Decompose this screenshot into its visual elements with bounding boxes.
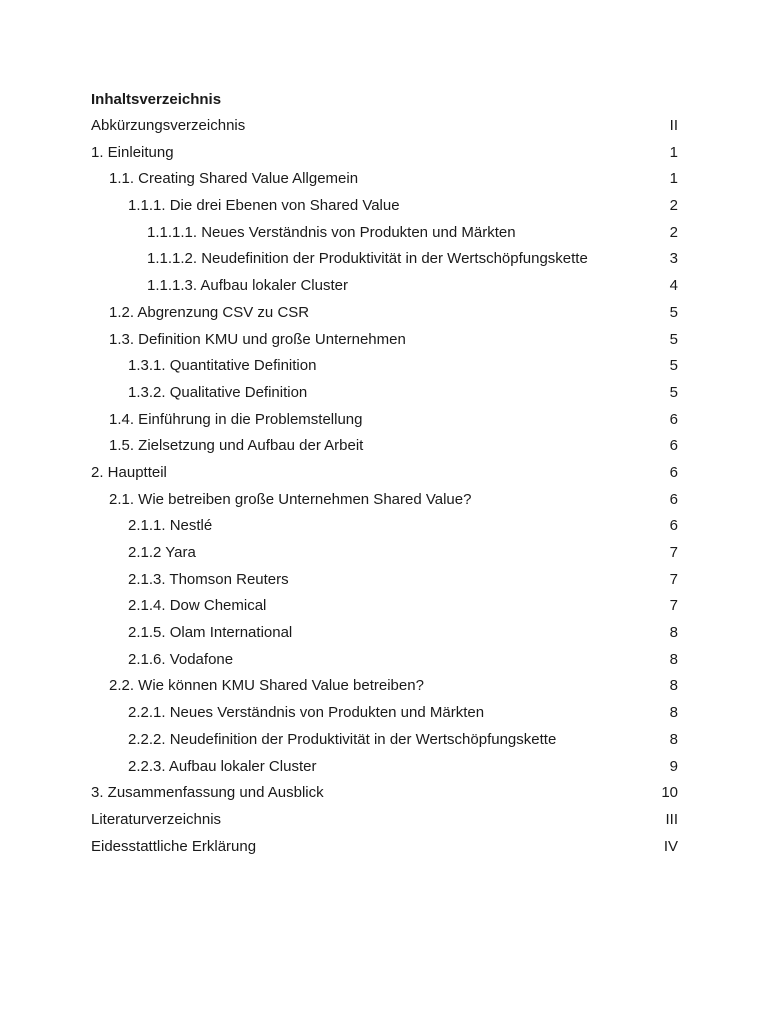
toc-entry-page-number: 6 <box>669 410 678 428</box>
toc-entry-title: 2.2.3. Aufbau lokaler Cluster <box>128 757 317 775</box>
toc-entry[interactable] <box>91 650 678 677</box>
toc-entry[interactable] <box>91 383 678 410</box>
toc-entry[interactable] <box>91 757 678 784</box>
toc-entry-page-number: 7 <box>669 597 678 615</box>
toc-entry-title: 1. Einleitung <box>91 143 174 161</box>
toc-list <box>91 116 678 863</box>
toc-entry-title: 2.2. Wie können KMU Shared Value betreiben? <box>109 677 424 695</box>
toc-entry-title: 1.1. Creating Shared Value Allgemein <box>109 170 359 188</box>
toc-entry-title: 2.1.6. Vodafone <box>128 650 234 668</box>
toc-entry[interactable] <box>91 196 678 223</box>
toc-entry[interactable] <box>91 169 678 196</box>
toc-entry-title: 3. Zusammenfassung und Ausblick <box>91 784 324 802</box>
toc-entry-title: Abkürzungsverzeichnis <box>91 117 246 134</box>
toc-entry-title: 1.1.1.3. Aufbau lokaler Cluster <box>147 277 348 295</box>
toc-entry-page-number: 6 <box>669 463 678 481</box>
toc-entry-page-number: 8 <box>669 650 678 668</box>
toc-entry-title: 1.1.1.1. Neues Verständnis von Produkten und Märkten <box>147 223 516 241</box>
toc-entry-title: 2.1.5. Olam International <box>128 624 293 642</box>
toc-entry[interactable] <box>91 543 678 570</box>
toc-entry[interactable] <box>91 676 678 703</box>
toc-entry-page-number: II <box>669 117 678 134</box>
toc-entry-title: 1.3.1. Quantitative Definition <box>128 357 317 375</box>
toc-entry-page-number: 6 <box>669 490 678 508</box>
toc-entry[interactable] <box>91 223 678 250</box>
toc-entry[interactable] <box>91 730 678 757</box>
toc-entry-title: 2.1.4. Dow Chemical <box>128 597 267 615</box>
toc-entry[interactable] <box>91 490 678 517</box>
toc-entry-page-number: 8 <box>669 704 678 722</box>
toc-entry-title: 2.1.2 Yara <box>128 544 196 561</box>
toc-entry[interactable] <box>91 143 678 170</box>
toc-entry-title: 1.1.1.2. Neudefinition der Produktivität in der Wertschöpfungskette <box>147 250 588 268</box>
toc-entry-title: 1.4. Einführung in die Problemstellung <box>109 410 363 428</box>
toc-entry-title: 1.5. Zielsetzung und Aufbau der Arbeit <box>109 437 364 455</box>
toc-entry-page-number: 4 <box>669 277 678 295</box>
toc-entry[interactable] <box>91 703 678 730</box>
toc-entry-title: 2.2.2. Neudefinition der Produktivität in der Wertschöpfungskette <box>128 730 557 748</box>
toc-entry-page-number: 7 <box>669 570 678 588</box>
toc-entry[interactable] <box>91 303 678 330</box>
toc-entry-title: 2.1.1. Nestlé <box>128 517 213 535</box>
toc-entry[interactable] <box>91 837 678 864</box>
toc-entry-title: 1.1.1. Die drei Ebenen von Shared Value <box>128 197 400 215</box>
toc-entry-page-number: 1 <box>669 170 678 188</box>
toc-entry-title: Eidesstattliche Erklärung <box>91 837 257 855</box>
toc-entry-page-number: 5 <box>669 383 678 401</box>
toc-entry-page-number: 7 <box>669 544 678 561</box>
toc-entry[interactable] <box>91 516 678 543</box>
toc-entry-title: 1.3. Definition KMU und große Unternehmen <box>109 330 406 348</box>
toc-entry-page-number: 9 <box>669 757 678 775</box>
toc-entry-page-number: 8 <box>669 677 678 695</box>
toc-entry[interactable] <box>91 623 678 650</box>
toc-entry[interactable] <box>91 276 678 303</box>
toc-entry-title: Literaturverzeichnis <box>91 810 222 828</box>
toc-entry[interactable] <box>91 436 678 463</box>
toc-entry-page-number: 5 <box>669 357 678 375</box>
toc-entry[interactable] <box>91 810 678 837</box>
toc-entry-page-number: 2 <box>669 197 678 215</box>
toc-entry-page-number: 2 <box>669 223 678 241</box>
toc-entry-page-number: IV <box>663 837 678 855</box>
toc-entry[interactable] <box>91 410 678 437</box>
toc-entry-page-number: 10 <box>661 784 678 802</box>
toc-entry-page-number: 6 <box>669 517 678 535</box>
toc-entry[interactable] <box>91 463 678 490</box>
toc-entry-title: 1.2. Abgrenzung CSV zu CSR <box>109 303 310 321</box>
toc-entry-page-number: 1 <box>669 143 678 161</box>
toc-entry-page-number: 5 <box>669 330 678 348</box>
toc-entry-title: 2.2.1. Neues Verständnis von Produkten und Märkten <box>128 704 485 722</box>
toc-entry-page-number: III <box>665 810 678 828</box>
toc-entry[interactable] <box>91 783 678 810</box>
toc-entry-page-number: 3 <box>669 250 678 268</box>
toc-heading: Inhaltsverzeichnis <box>91 91 222 108</box>
toc-entry[interactable] <box>91 249 678 276</box>
toc-entry-title: 2.1.3. Thomson Reuters <box>128 570 289 588</box>
toc-entry-page-number: 8 <box>669 730 678 748</box>
toc-entry-title: 2.1. Wie betreiben große Unternehmen Shared Value? <box>109 490 472 508</box>
toc-entry-page-number: 8 <box>669 624 678 642</box>
toc-entry-page-number: 5 <box>669 303 678 321</box>
toc-entry[interactable] <box>91 330 678 357</box>
toc-entry-page-number: 6 <box>669 437 678 455</box>
toc-entry[interactable] <box>91 356 678 383</box>
toc-entry[interactable] <box>91 116 678 143</box>
toc-entry-title: 2. Hauptteil <box>91 463 167 481</box>
toc-entry[interactable] <box>91 570 678 597</box>
toc-entry[interactable] <box>91 596 678 623</box>
toc-entry-title: 1.3.2. Qualitative Definition <box>128 383 308 401</box>
